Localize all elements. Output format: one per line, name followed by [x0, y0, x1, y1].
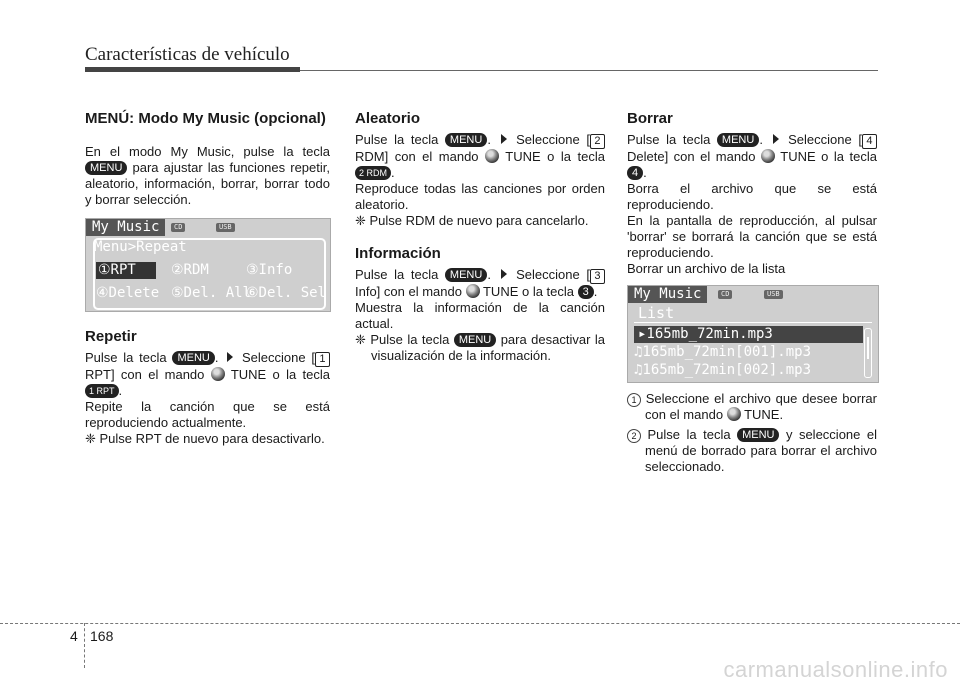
menu-key-badge: MENU [717, 133, 759, 147]
delete-instructions: Pulse la tecla MENU . Seleccione [ 4 Delete] con el mando TUNE o la tecla 4 . [627, 132, 877, 180]
delete-description-1: Borra el archivo que se está reproduciendo. [627, 181, 877, 212]
screen-title: My Music [628, 286, 707, 303]
random-heading: Aleatorio [355, 110, 421, 127]
tune-knob-icon [466, 284, 480, 298]
delete-description-2: En la pantalla de reproducción, al pulsar 'borrar' se borrará la canción que se está reproduciendo. [627, 213, 877, 260]
menu-option-del-all: ⑤Del. All [171, 285, 251, 301]
step-2 [627, 427, 877, 475]
delete-description-3: Borrar un archivo de la lista [627, 261, 786, 276]
tune-knob-icon [211, 367, 225, 381]
menu-key-badge: MENU [445, 268, 487, 282]
cd-tag: CD [718, 290, 732, 299]
info-text-4: Info] con el mando [355, 284, 462, 299]
random-description: Reproduce todas las canciones por orden aleatorio. [355, 181, 605, 212]
delete-text-3: Seleccione [ [788, 132, 862, 147]
menu-key-badge: MENU [85, 161, 127, 175]
delete-text-5: TUNE o la tecla [780, 149, 877, 164]
menu-option-rpt: ①RPT [96, 262, 156, 279]
list-scrollbar [864, 328, 872, 378]
info-text-3: Seleccione [ [516, 267, 590, 282]
rdm-key-badge: 2 RDM [355, 166, 391, 180]
tune-knob-icon [485, 149, 499, 163]
repeat-text-4: RPT] con el mando [85, 367, 205, 382]
column-1 [85, 110, 330, 447]
option-number-box: 1 [315, 352, 330, 367]
info-note-text-2: para desactivar la visualización de la información. [371, 332, 605, 363]
usb-tag: USB [764, 290, 783, 299]
repeat-menu-screen [85, 218, 331, 312]
tune-knob-icon [727, 407, 741, 421]
info-heading: Información [355, 245, 441, 262]
intro-paragraph [85, 144, 330, 208]
repeat-description: Repite la canción que se está reproduciendo actualmente. [85, 399, 330, 430]
list-divider [634, 322, 872, 323]
arrow-right-icon [501, 269, 507, 279]
step-2-text-1: Pulse la tecla [647, 427, 731, 442]
info-text-5: TUNE o la tecla [482, 284, 575, 299]
delete-heading: Borrar [627, 110, 673, 127]
watermark: carmanualsonline.info [723, 657, 948, 682]
option-number-box: 4 [862, 134, 877, 149]
rpt-key-badge: 1 RPT [85, 384, 119, 398]
list-row: ♫165mb_72min[001].mp3 [634, 344, 812, 360]
step-number-icon: 1 [627, 393, 641, 407]
random-instructions: Pulse la tecla MENU . Seleccione [ 2 RDM] con el mando TUNE o la tecla 2 RDM . [355, 132, 605, 180]
menu-key-badge: MENU [454, 333, 496, 347]
repeat-text-3: Seleccione [ [242, 350, 315, 365]
menu-key-badge: MENU [172, 351, 214, 365]
chapter-number: 4 [70, 628, 78, 644]
option-number-box: 3 [590, 269, 605, 284]
column-2 [355, 110, 605, 364]
header-bar [85, 67, 300, 72]
step-1 [627, 391, 877, 423]
menu-heading: MENÚ: Modo My Music (opcional) [85, 110, 326, 127]
random-text-4: RDM] con el mando [355, 149, 479, 164]
repeat-heading: Repetir [85, 328, 137, 345]
menu-option-delete: ④Delete [96, 285, 160, 301]
arrow-right-icon [227, 352, 233, 362]
menu-option-rdm: ②RDM [171, 262, 209, 278]
delete-text-4: Delete] con el mando [627, 149, 756, 164]
scrollbar-thumb [867, 337, 869, 359]
random-text-1: Pulse la tecla [355, 132, 439, 147]
info-note [355, 332, 605, 364]
column-3 [627, 110, 877, 475]
page-number: 168 [90, 628, 114, 644]
delete-list-screen [627, 285, 879, 383]
menu-option-del-sel: ⑥Del. Sel [246, 285, 326, 301]
header-title: Características de vehículo [85, 44, 290, 65]
random-note: ❈ Pulse RDM de nuevo para cancelarlo. [355, 213, 589, 228]
menu-option-info: ③Info [246, 262, 293, 278]
info-key-badge: 3 [578, 285, 594, 299]
info-note-text-1: ❈ Pulse la tecla [355, 332, 450, 347]
footer-rule [0, 623, 960, 624]
repeat-text-1: Pulse la tecla [85, 350, 167, 365]
step-1-text-1: Seleccione el archivo que desee borrar con el mando [645, 391, 877, 422]
step-1-text-2: TUNE. [744, 407, 784, 422]
repeat-text-5: TUNE o la tecla [230, 367, 330, 382]
tune-knob-icon [761, 149, 775, 163]
info-instructions: Pulse la tecla MENU . Seleccione [ 3 Info] con el mando TUNE o la tecla 3 . [355, 267, 605, 300]
random-text-3: Seleccione [ [516, 132, 590, 147]
intro-text-2: para ajustar las funciones repetir, aleatorio, información, borrar, borrar todo y borrar selección. [85, 160, 330, 207]
delete-text-1: Pulse la tecla [627, 132, 711, 147]
arrow-right-icon [773, 134, 779, 144]
screen-title: My Music [86, 219, 165, 236]
cd-tag: CD [171, 223, 185, 232]
footer-divider [84, 623, 85, 668]
menu-panel-title: Menu>Repeat [94, 239, 187, 255]
arrow-right-icon [501, 134, 507, 144]
repeat-instructions: Pulse la tecla MENU . Seleccione [ 1 RPT] con el mando TUNE o la tecla 1 RPT . [85, 350, 330, 398]
step-2-text-2: y seleccione el menú de borrado para borrar el archivo seleccionado. [645, 427, 877, 474]
menu-key-badge: MENU [445, 133, 487, 147]
step-number-icon: 2 [627, 429, 641, 443]
repeat-text-2: . [214, 350, 225, 365]
delete-key-badge: 4 [627, 166, 643, 180]
repeat-note: ❈ Pulse RPT de nuevo para desactivarlo. [85, 431, 325, 446]
list-row: ♫165mb_72min[002].mp3 [634, 362, 812, 378]
usb-tag: USB [216, 223, 235, 232]
random-text-5: TUNE o la tecla [505, 149, 605, 164]
header-rule [300, 70, 878, 71]
info-text-1: Pulse la tecla [355, 267, 439, 282]
intro-text-1: En el modo My Music, pulse la tecla [85, 144, 330, 159]
list-title: List [638, 304, 675, 322]
option-number-box: 2 [590, 134, 605, 149]
list-row-selected: ▸165mb_72min.mp3 [634, 326, 863, 343]
menu-key-badge: MENU [737, 428, 779, 442]
info-description: Muestra la información de la canción actual. [355, 300, 605, 331]
